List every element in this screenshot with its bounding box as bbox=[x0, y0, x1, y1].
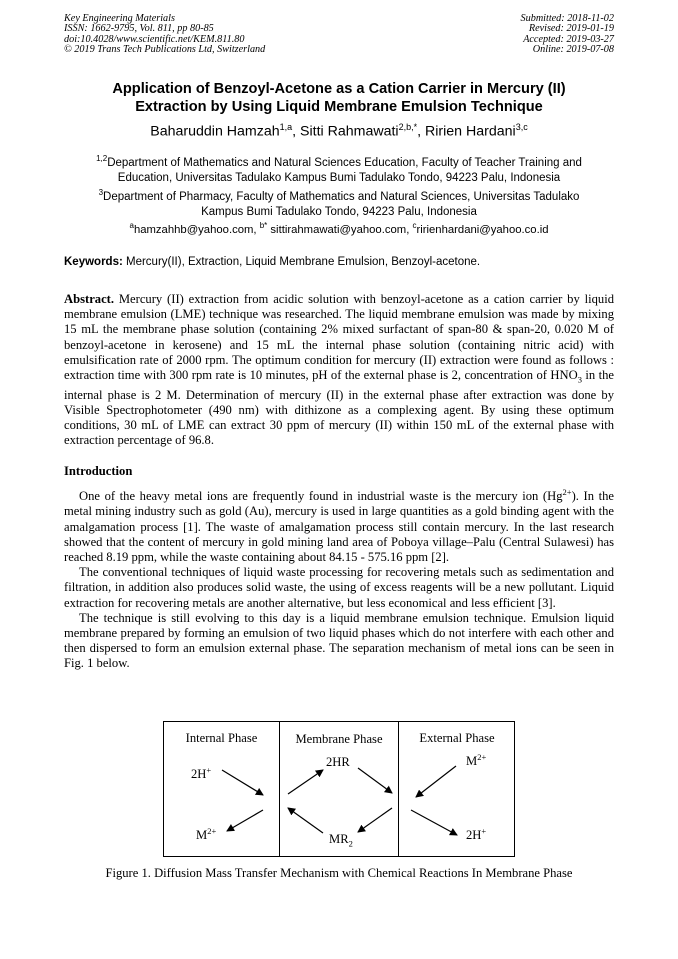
species-2h-plus-internal: 2H+ bbox=[191, 765, 212, 782]
date-submitted: Submitted: 2018-11-02 bbox=[520, 13, 614, 24]
figure-caption: Figure 1. Diffusion Mass Transfer Mechanism with Chemical Reactions In Membrane Phase bbox=[105, 866, 573, 880]
date-accepted: Accepted: 2019-03-27 bbox=[523, 33, 614, 45]
label-external-phase: External Phase bbox=[419, 731, 495, 745]
affiliation-mark: 1,2 bbox=[96, 154, 108, 163]
journal-doi: doi:10.4028/www.scientific.net/KEM.811.80 bbox=[64, 33, 245, 45]
affiliation-line: Kampus Bumi Tadulako Tondo, 94223 Palu, Indonesia bbox=[201, 206, 477, 219]
species-2h-plus-external: 2H+ bbox=[466, 826, 487, 843]
abstract-subscript: 3 bbox=[577, 374, 582, 385]
paragraph bbox=[64, 485, 614, 565]
date-online: Online: 2019-07-08 bbox=[532, 44, 614, 56]
label-membrane-phase: Membrane Phase bbox=[295, 732, 383, 746]
affiliation-mark: 3 bbox=[98, 188, 104, 197]
species-2hr: 2HR bbox=[326, 755, 350, 769]
affiliation-1 bbox=[64, 151, 614, 187]
email-address[interactable]: ririenhardani@yahoo.co.id bbox=[416, 223, 549, 236]
arrow-m2-external-to-interface bbox=[416, 766, 456, 797]
abstract-text: in the internal phase is 2 M. Determination of mercury (II) in the external phase after extraction was done by Visible Spectrophotometer (490 nm) with dithizone as a complexing agent. By using these optimum conditions, 30 mL of LME can extract 30 ppm of mercury (II) within 150 mL of the external phase with extraction percentage of 96.8. bbox=[64, 368, 614, 448]
paragraph-text: One of the heavy metal ions are frequently found in industrial waste is the mercury ion (Hg bbox=[79, 489, 563, 504]
arrow-2hr-to-external bbox=[358, 768, 392, 793]
arrow-to-2h-external bbox=[411, 810, 457, 835]
email-address[interactable]: hamzahhb@yahoo.com, bbox=[133, 223, 260, 236]
affiliation-line: Department of Pharmacy, Faculty of Mathematics and Natural Sciences, Universitas Tadulako bbox=[103, 190, 580, 203]
arrow-to-2hr bbox=[288, 770, 323, 794]
email-address[interactable]: sittirahmawati@yahoo.com, bbox=[267, 223, 413, 236]
author-affiliation-mark: 1,a bbox=[279, 122, 293, 132]
publication-dates bbox=[521, 14, 614, 56]
abstract bbox=[64, 292, 614, 449]
arrow-to-mr2 bbox=[358, 808, 392, 832]
section-heading-introduction: Introduction bbox=[64, 464, 133, 478]
title-line-2: Extraction by Using Liquid Membrane Emulsion Technique bbox=[135, 99, 543, 115]
figure-diffusion-mechanism bbox=[163, 721, 515, 857]
email-mark: b* bbox=[259, 221, 268, 230]
email-mark: a bbox=[129, 221, 134, 230]
author-affiliation-mark: 2,b,* bbox=[398, 122, 418, 132]
keywords bbox=[64, 256, 614, 268]
arrow-to-m2-internal bbox=[227, 810, 263, 831]
email-mark: c bbox=[412, 221, 417, 230]
paragraph-text: ). In the metal mining industry such as gold (Au), mercury is used in large quantities as a gold binding agent with the amalgamation process [1]. The waste of amalgamation process still contain mercury. In the last research showed that the content of mercury in gold mining land area of Poboya village–Palu (Central Sulawesi) has reached 8.19 ppm, while the waste containing about 84.15 - 575.16 ppm [2]. bbox=[64, 489, 614, 564]
affiliation-line: Department of Mathematics and Natural Sciences Education, Faculty of Teacher Training and bbox=[107, 156, 582, 169]
arrow-mr2-to-interface bbox=[288, 808, 323, 833]
date-revised: Revised: 2019-01-19 bbox=[528, 23, 614, 35]
journal-name: Key Engineering Materials bbox=[64, 13, 175, 24]
title-line-1: Application of Benzoyl-Acetone as a Cation Carrier in Mercury (II) bbox=[112, 81, 566, 97]
journal-issn: ISSN: 1662-9795, Vol. 811, pp 80-85 bbox=[64, 23, 214, 35]
charge-superscript: 2+ bbox=[562, 487, 572, 497]
introduction-body bbox=[64, 485, 614, 672]
affiliation-line: Education, Universitas Tadulako Kampus Bumi Tadulako Tondo, 94223 Palu, Indonesia bbox=[117, 172, 561, 185]
abstract-label: Abstract. bbox=[64, 292, 115, 306]
author-affiliation-mark: 3,c bbox=[515, 122, 528, 132]
abstract-text: Mercury (II) extraction from acidic solution with benzoyl-acetone as a cation carrier by liquid membrane emulsion (LME) technique was researched. The liquid membrane emulsion was made by mixing 15 mL the membrane phase solution (containing 2% mixed surfactant of span-80 & span-20, 0.020 M of benzoyl-acetone in kerosene) and 15 mL the internal phase solution (containing nitric acid) with emulsification rate of 2000 rpm. The optimum condition for mercury (II) extraction were found as follows : extraction time with 300 rpm rate is 10 minutes, pH of the external phase is 2, concentration of HNO bbox=[64, 292, 614, 383]
author-name: Ririen Hardani bbox=[425, 123, 516, 140]
keywords-label: Keywords: bbox=[64, 256, 123, 268]
author-name: Baharuddin Hamzah bbox=[150, 123, 280, 140]
keywords-text: Mercury(II), Extraction, Liquid Membrane Emulsion, Benzoyl-acetone. bbox=[122, 256, 481, 268]
species-m2-plus-external: $M^{2+}$ bbox=[466, 752, 487, 769]
paper-title bbox=[60, 80, 618, 116]
journal-info bbox=[64, 14, 265, 56]
journal-copyright: © 2019 Trans Tech Publications Ltd, Switzerland bbox=[64, 44, 266, 56]
affiliation-2 bbox=[64, 185, 614, 221]
author-name: Sitti Rahmawati bbox=[300, 123, 399, 140]
mechanism-arrows bbox=[164, 722, 516, 858]
author-list: Baharuddin Hamzah$^{1,a}$, Sitti Rahmawati$^{2,b,*}$, Ririen Hardani$^{3,c}$ bbox=[150, 122, 528, 140]
species-m2-plus-internal: $M^{2+}$ bbox=[196, 826, 217, 843]
paragraph: The technique is still evolving to this day is a liquid membrane emulsion technique. Emulsion liquid membrane prepared by forming an emulsion of two liquid phases which do not interfere with each other and then dispersed to form an emulsion external phase. The separation mechanism of metal ions can be seen in Fig. 1 below. bbox=[64, 610, 614, 671]
label-internal-phase: Internal Phase bbox=[185, 731, 258, 745]
arrow-2h-to-interface bbox=[222, 770, 263, 795]
species-mr2: $MR_2$ bbox=[329, 832, 353, 849]
author-emails bbox=[64, 221, 614, 236]
paragraph: The conventional techniques of liquid waste processing for recovering metals such as sedimentation and filtration, in addition also produces solid waste, the using of excess reagents will be a new pollutant. Liquid extraction for recovering metals are another alternative, but less economical and less efficient [3]. bbox=[64, 565, 614, 610]
